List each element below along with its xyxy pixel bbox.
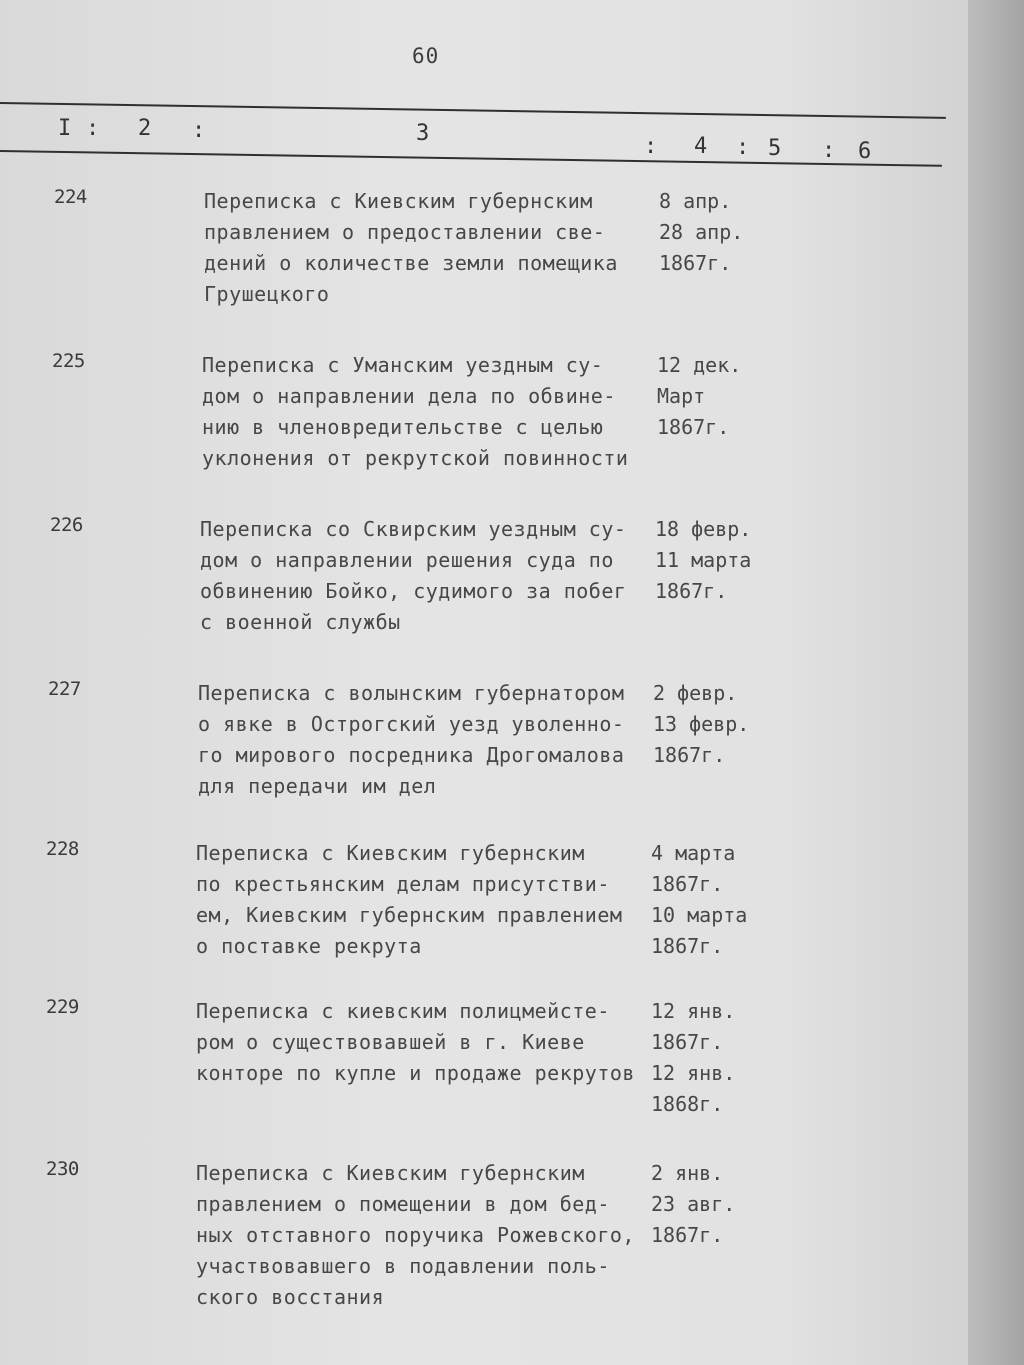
column-header-4: 4 bbox=[694, 134, 708, 159]
entry-date-line: 12 янв. bbox=[651, 1061, 736, 1085]
entry-description-line: Грушецкого bbox=[204, 282, 330, 306]
entry-description-line: дом о направлении решения суда по bbox=[200, 548, 614, 572]
entry-number: 230 bbox=[46, 1158, 79, 1180]
page-number: 60 bbox=[412, 44, 440, 68]
entry-date-line: 12 дек. bbox=[657, 353, 742, 377]
column-header-3: 3 bbox=[416, 121, 430, 146]
entry-number: 229 bbox=[46, 996, 79, 1018]
column-header-5: 5 bbox=[768, 136, 782, 161]
entry-description-line: о явке в Острогский уезд уволенно- bbox=[198, 712, 625, 736]
entry-date-line: 11 марта bbox=[655, 548, 752, 572]
column-header-separator: : bbox=[822, 138, 836, 163]
entry-date-line: 1867г. bbox=[659, 251, 732, 275]
entry-date-line: 2 февр. bbox=[653, 681, 738, 705]
entry-number: 225 bbox=[52, 350, 85, 372]
entry-date-line: 1867г. bbox=[653, 743, 726, 767]
entry-description-line: правлением о предоставлении све- bbox=[204, 220, 606, 244]
entry-date-line: 12 янв. bbox=[651, 999, 736, 1023]
entry-date-line: 1867г. bbox=[655, 579, 728, 603]
entry-number: 227 bbox=[48, 678, 81, 700]
entry-description-line: Переписка с Киевским губернским bbox=[196, 1161, 585, 1185]
entry-description-line: уклонения от рекрутской повинности bbox=[202, 446, 629, 470]
entry-date-line: 4 марта bbox=[651, 841, 736, 865]
column-header-separator: : bbox=[86, 116, 100, 141]
entry-description-line: ром о существовавшей в г. Киеве bbox=[196, 1030, 585, 1054]
column-header-2: 2 bbox=[138, 116, 152, 141]
entry-date-line: 10 марта bbox=[651, 903, 748, 927]
entry-description-line: Переписка с киевским полицмейсте- bbox=[196, 999, 610, 1023]
entry-description-line: конторе по купле и продаже рекрутов bbox=[196, 1061, 635, 1085]
entry-description bbox=[196, 1158, 635, 1313]
entry-description-line: дом о направлении дела по обвине- bbox=[202, 384, 616, 408]
entry-date-line: 1868г. bbox=[651, 1092, 724, 1116]
entry-description-line: Переписка со Сквирским уездным су- bbox=[200, 517, 627, 541]
entry-description-line: дений о количестве земли помещика bbox=[204, 251, 618, 275]
entry-date-line: 1867г. bbox=[657, 415, 730, 439]
entry-date-line: 23 авг. bbox=[651, 1192, 736, 1216]
entry-date-line: 1867г. bbox=[651, 934, 724, 958]
entry-dates bbox=[655, 514, 751, 607]
entry-date-line: 2 янв. bbox=[651, 1161, 724, 1185]
column-header-1: I bbox=[58, 116, 72, 141]
entry-date-line: 1867г. bbox=[651, 1223, 724, 1247]
entry-date-line: Март bbox=[657, 384, 706, 408]
entry-description-line: ных отставного поручика Рожевского, bbox=[196, 1223, 635, 1247]
entry-description-line: обвинению Бойко, судимого за побег bbox=[200, 579, 627, 603]
entry-dates bbox=[651, 996, 735, 1120]
entry-description-line: с военной службы bbox=[200, 610, 401, 634]
entry-description-line: правлением о помещении в дом бед- bbox=[196, 1192, 610, 1216]
column-header-separator: : bbox=[192, 118, 206, 143]
entry-dates bbox=[651, 838, 747, 962]
entry-date-line: 1867г. bbox=[651, 872, 724, 896]
entry-description-line: участвовавшего в подавлении поль- bbox=[196, 1254, 610, 1278]
entry-dates bbox=[653, 678, 749, 771]
column-header-separator: : bbox=[644, 134, 658, 159]
entry-description-line: ем, Киевским губернским правлением bbox=[196, 903, 623, 927]
entry-dates bbox=[657, 350, 741, 443]
entry-dates bbox=[659, 186, 743, 279]
entry-date-line: 8 апр. bbox=[659, 189, 732, 213]
entry-number: 224 bbox=[54, 186, 87, 208]
entry-description bbox=[196, 838, 622, 962]
entry-description bbox=[200, 514, 626, 638]
entry-date-line: 28 апр. bbox=[659, 220, 744, 244]
entry-description bbox=[196, 996, 635, 1089]
entry-description-line: по крестьянским делам присутстви- bbox=[196, 872, 610, 896]
entry-date-line: 18 февр. bbox=[655, 517, 752, 541]
entry-description-line: ского восстания bbox=[196, 1285, 385, 1309]
column-header-6: 6 bbox=[858, 139, 872, 164]
entry-description-line: нию в членовредительстве с целью bbox=[202, 415, 604, 439]
entry-description-line: о поставке рекрута bbox=[196, 934, 422, 958]
entry-description-line: Переписка с волынским губернатором bbox=[198, 681, 625, 705]
entry-date-line: 13 февр. bbox=[653, 712, 750, 736]
entry-description bbox=[204, 186, 618, 310]
entry-number: 228 bbox=[46, 838, 79, 860]
column-header-separator: : bbox=[736, 135, 750, 160]
entry-description bbox=[198, 678, 624, 802]
entry-description-line: Переписка с Киевским губернским bbox=[204, 189, 593, 213]
entry-date-line: 1867г. bbox=[651, 1030, 724, 1054]
entry-dates bbox=[651, 1158, 735, 1251]
page-edge-background bbox=[968, 0, 1024, 1365]
entry-description-line: Переписка с Киевским губернским bbox=[196, 841, 585, 865]
entry-description bbox=[202, 350, 628, 474]
entry-description-line: для передачи им дел bbox=[198, 774, 437, 798]
entry-number: 226 bbox=[50, 514, 83, 536]
entry-description-line: го мирового посредника Дрогомалова bbox=[198, 743, 625, 767]
entry-description-line: Переписка с Уманским уездным су- bbox=[202, 353, 604, 377]
